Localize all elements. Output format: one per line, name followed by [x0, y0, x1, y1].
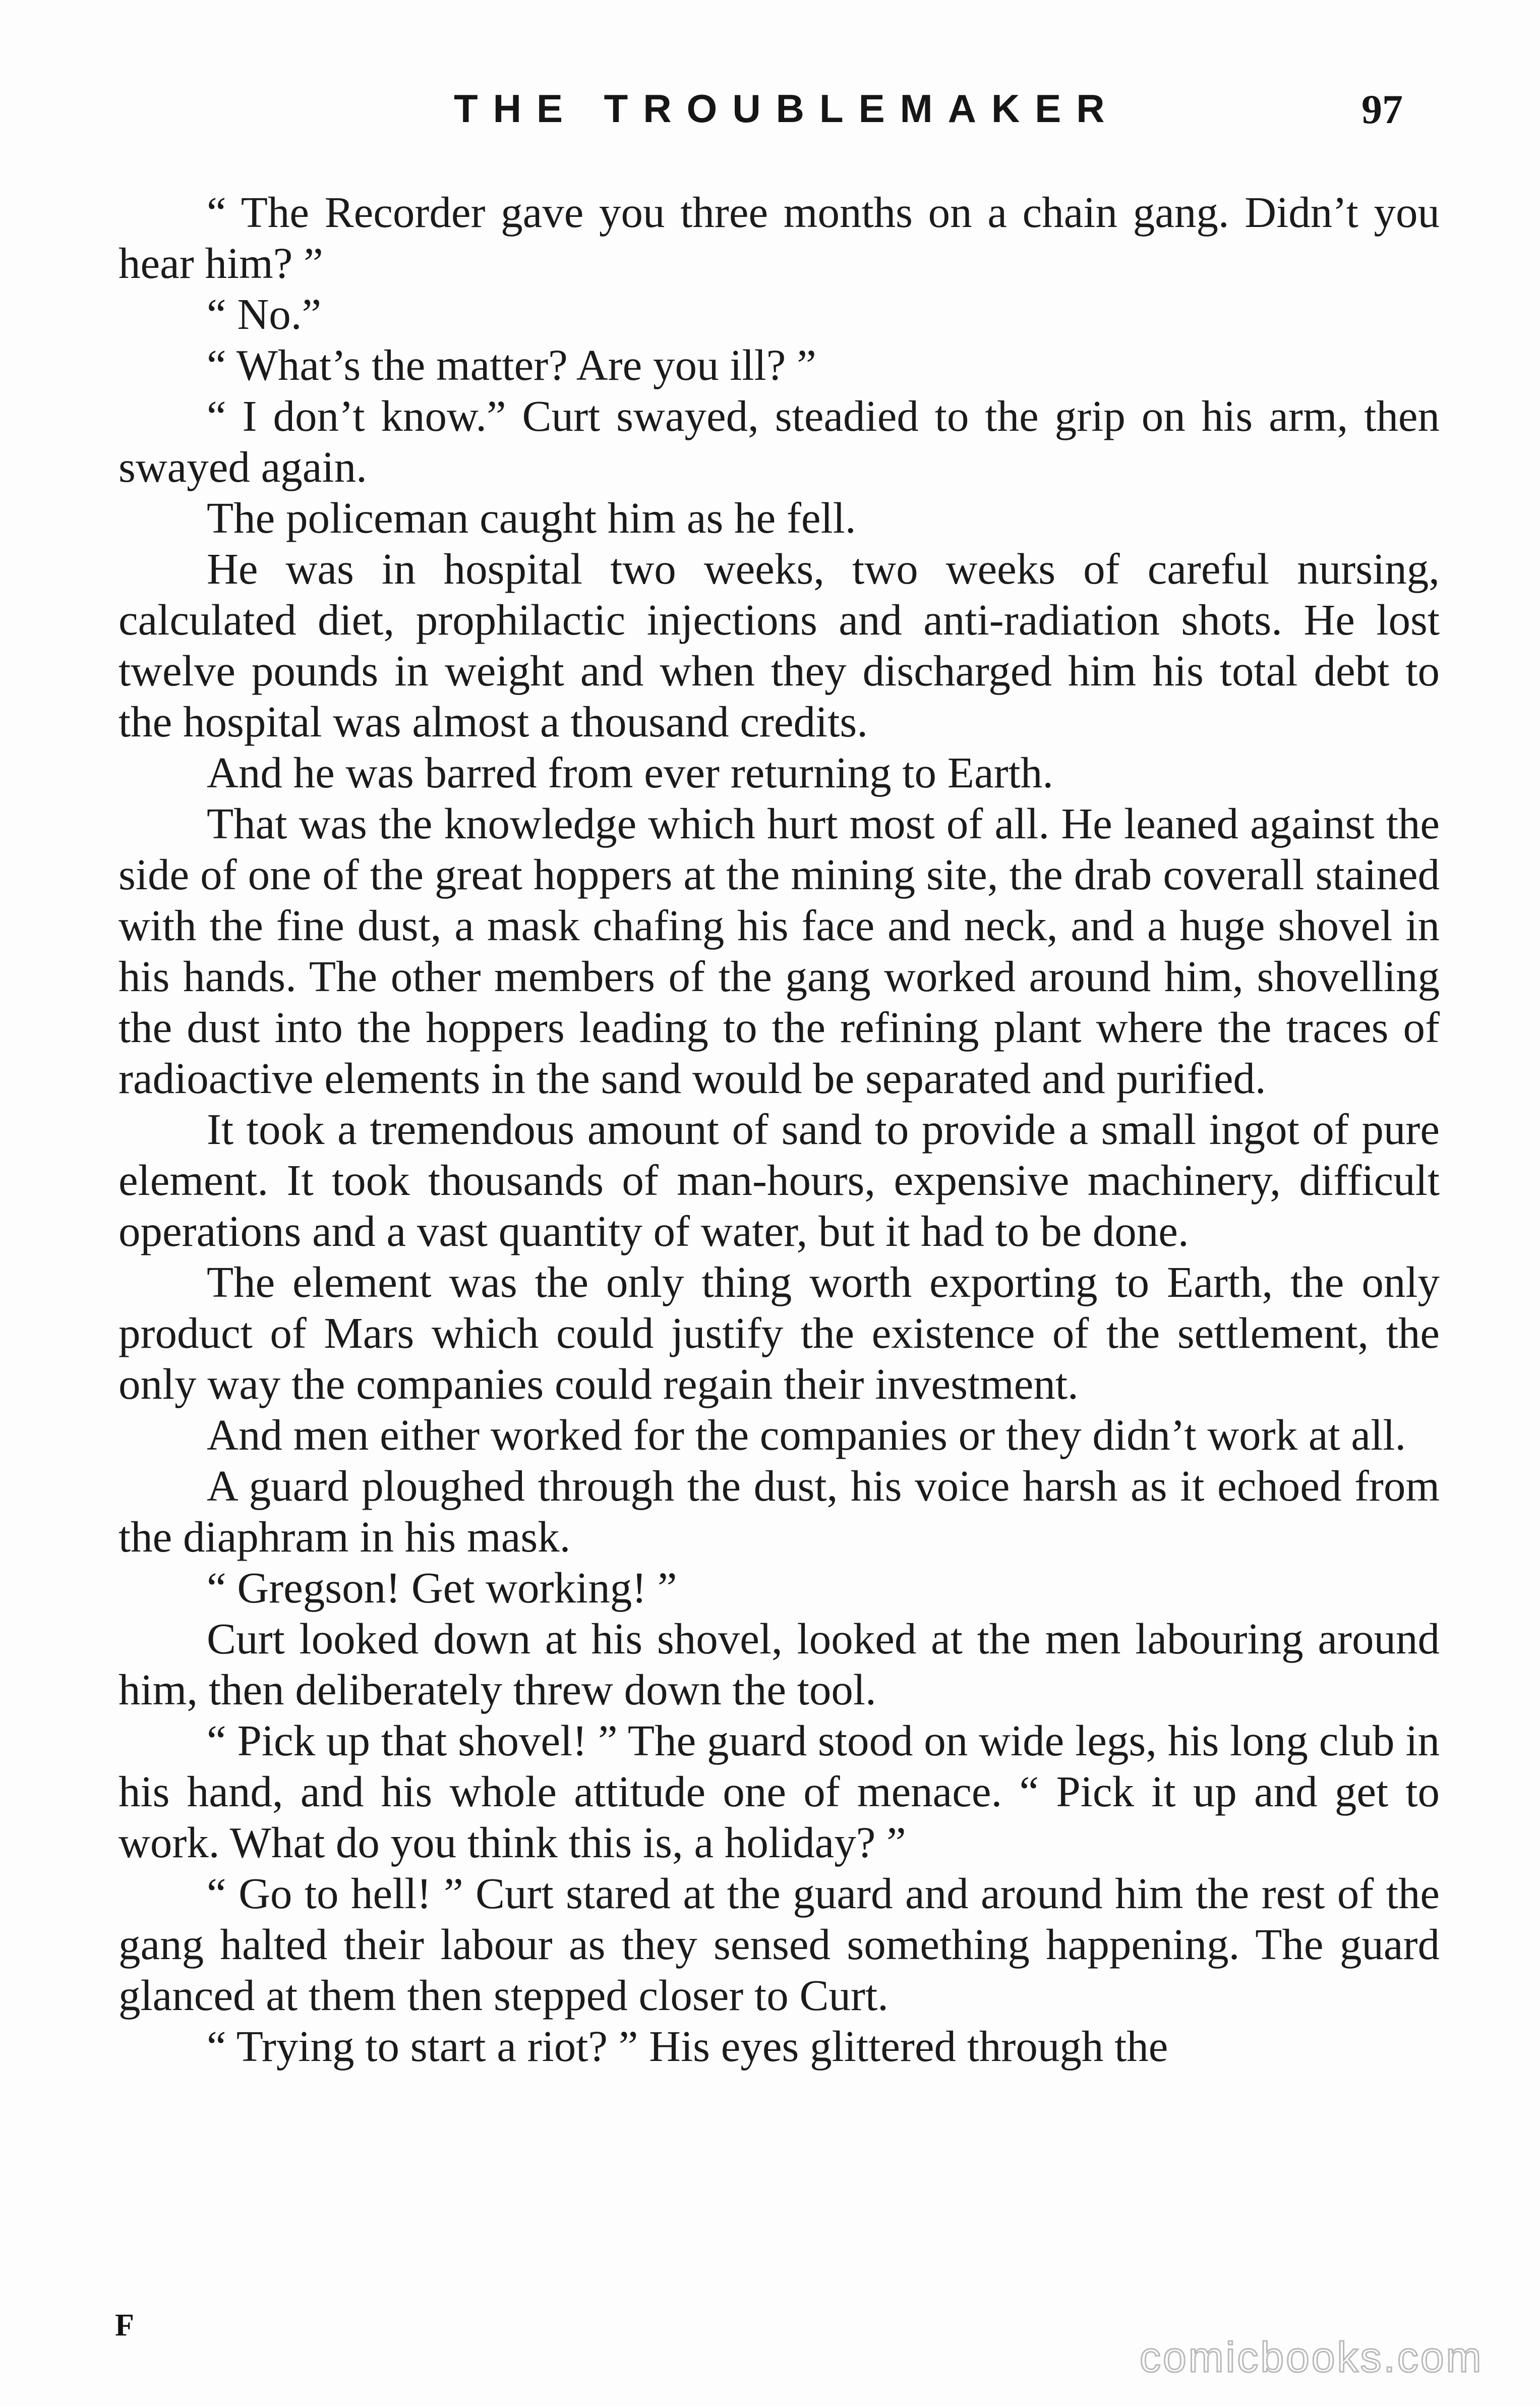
body-text	[119, 187, 1440, 2072]
paragraph-12: A guard ploughed through the dust, his voice harsh as it echoed from the diaphram in his mask.	[119, 1461, 1440, 1561]
paragraph-9: It took a tremendous amount of sand to provide a small ingot of pure element. It took thousands of man-hours, expensive machinery, difficult operations and a vast quantity of water, but it had to be done.	[119, 1105, 1440, 1255]
paragraph-15: “ Pick up that shovel! ” The guard stood on wide legs, his long club in his hand, and his whole attitude one of menace. “ Pick it up and get to work. What do you think this is, a holiday? ”	[119, 1716, 1440, 1867]
paragraph-4: “ I don’t know.” Curt swayed, steadied to the grip on his arm, then swayed again.	[119, 391, 1440, 491]
paragraph-14: Curt looked down at his shovel, looked at the men labouring around him, then deliberately threw down the tool.	[119, 1614, 1440, 1714]
paragraph-3: “ What’s the matter? Are you ill? ”	[207, 340, 816, 389]
paragraph-13: “ Gregson! Get working! ”	[207, 1563, 677, 1612]
paragraph-2: “ No.”	[207, 290, 322, 338]
running-head	[0, 76, 1540, 141]
paragraph-16: “ Go to hell! ” Curt stared at the guard and around him the rest of the gang halted their labour as they sensed something happening. The guard glanced at them then stepped closer to Curt.	[119, 1869, 1440, 2020]
paragraph-6: He was in hospital two weeks, two weeks of careful nursing, calculated diet, prophilactic injections and anti-radiation shots. He lost twelve pounds in weight and when they discharged him his total debt to the hospital was almost a thousand credits.	[119, 544, 1440, 746]
signature-mark: F	[115, 2308, 134, 2342]
paragraph-1: “ The Recorder gave you three months on a chain gang. Didn’t you hear him? ”	[119, 188, 1440, 288]
paragraph-8: That was the knowledge which hurt most of all. He leaned against the side of one of the great hoppers at the mining site, the drab coverall stained with the fine dust, a mask chafing his face and neck, and a huge shovel in his hands. The other members of the gang worked around him, shovelling the dust into the hoppers leading to the refining plant where the traces of radioactive elements in the sand would be separated and purified.	[119, 799, 1440, 1103]
paragraph-7: And he was barred from ever returning to Earth.	[207, 748, 1053, 797]
running-title: THE TROUBLEMAKER	[454, 86, 1120, 131]
paragraph-11: And men either worked for the companies or they didn’t work at all.	[207, 1410, 1406, 1459]
watermark: comicbooks.com	[1140, 2333, 1484, 2381]
paragraph-5: The policeman caught him as he fell.	[207, 493, 856, 542]
page-number: 97	[1361, 86, 1403, 132]
paragraph-10: The element was the only thing worth exporting to Earth, the only product of Mars which could justify the existence of the settlement, the only way the companies could regain their investment.	[119, 1257, 1440, 1408]
paragraph-17: “ Trying to start a riot? ” His eyes glittered through the	[207, 2022, 1168, 2071]
